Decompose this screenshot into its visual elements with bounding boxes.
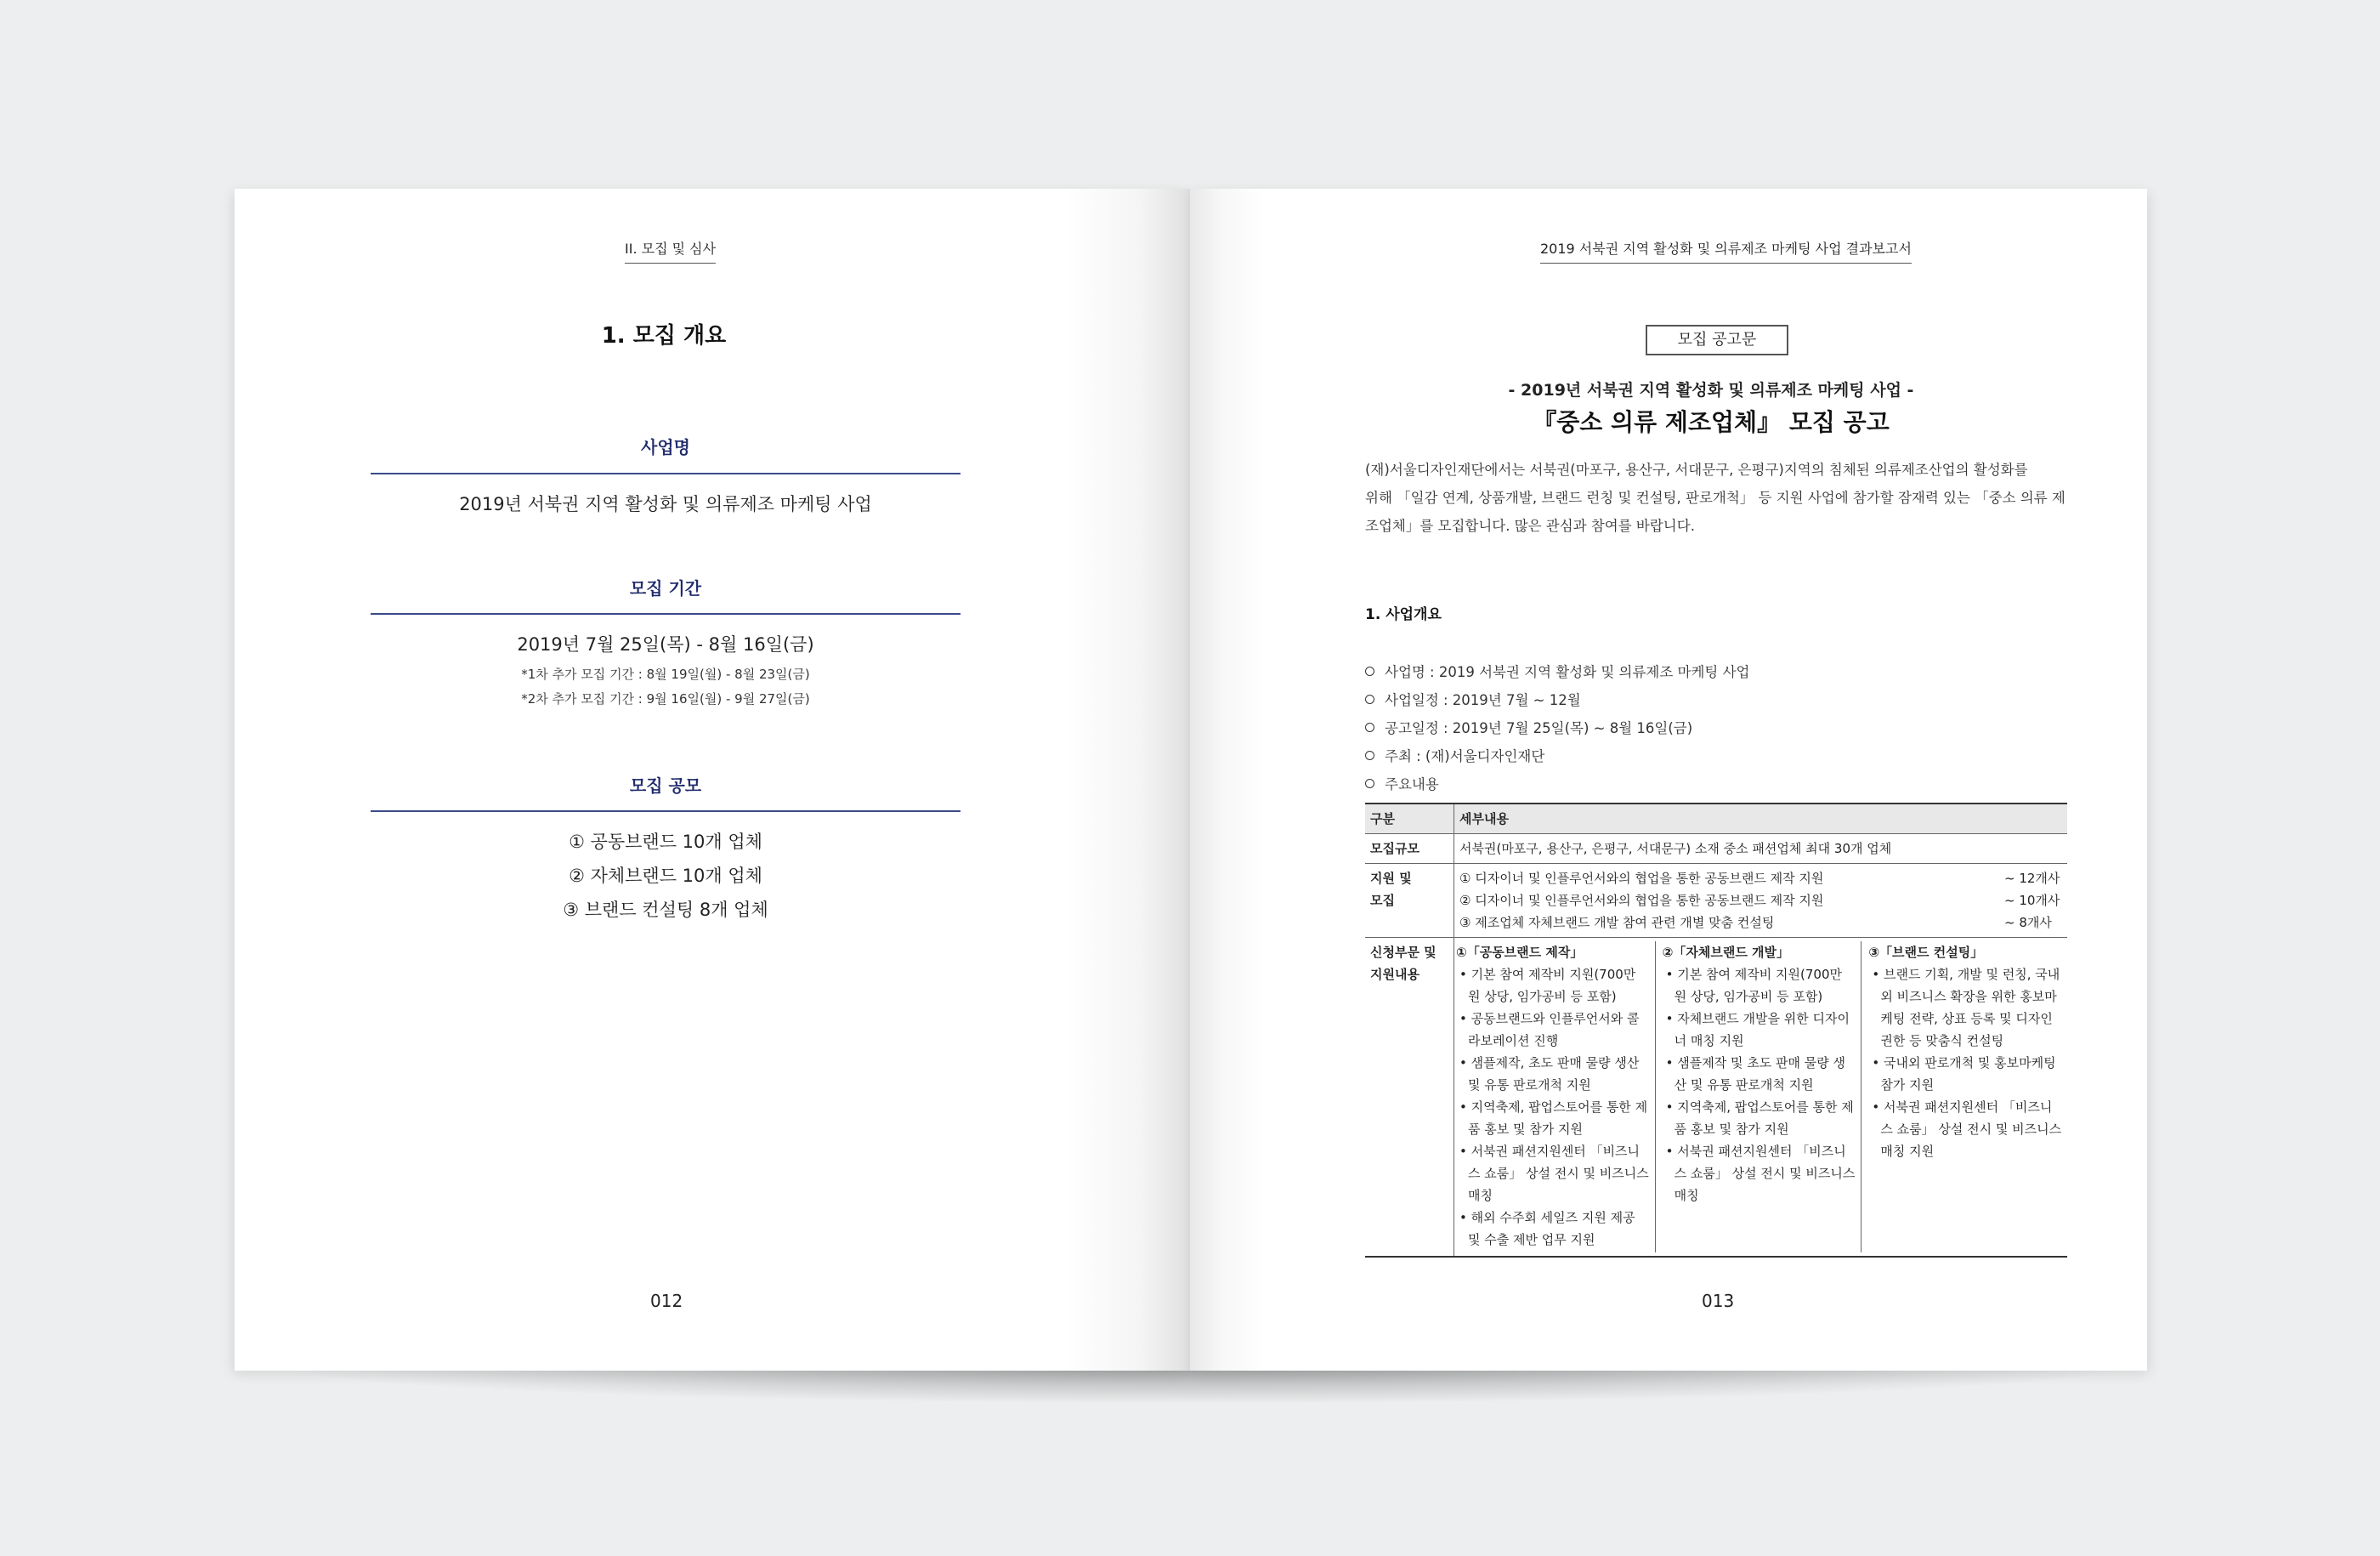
- left-page-title: 1. 모집 개요: [601, 323, 727, 349]
- intro-line: 위해 「일감 연계, 상품개발, 브랜드 런칭 및 컨설팅, 판로개척」 등 지원 사업에 참가할 잠재력 있는 「중소 의류 제: [1365, 490, 2066, 506]
- table-header-cell: 구분: [1365, 804, 1454, 834]
- apply-column-joint-brand: ①「공동브랜드 제작」 • 기본 참여 제작비 지원(700만 원 상당, 임가공비 등 포함) • 공동브랜드와 인플루언서와 콜라보레이션 진행 • 샘플제작, 초도 판매 물량 생산 및 유통 판로개척 지원 • 지역축제, 팝업스토어를 통한 제품 홍보 및 참가 지원 • 서북권 패션지원센터 「비즈니스 쇼룸」 상설 전시 및 비즈니스 매칭 • 해외 수주회 세일즈 지원 제공 및 수출 제반 업무 지원: [1456, 945, 1649, 1247]
- table-key-cell: 지원 및 모집: [1365, 864, 1454, 938]
- list-item: 주요내용: [1365, 770, 1749, 798]
- table-cell: 서북권(마포구, 용산구, 은평구, 서대문구) 소재 중소 패션업체 최대 30개 업체: [1454, 834, 2068, 864]
- circle-bullet-icon: [1365, 667, 1374, 676]
- support-line: ③ 제조업체 자체브랜드 개발 참여 관련 개별 맞춤 컨설팅 ~ 8개사: [1459, 915, 2052, 930]
- list-item: 공고일정 : 2019년 7월 25일(목) ~ 8월 16일(금): [1365, 714, 1749, 742]
- table-key-cell: 신청부문 및 지원내용: [1365, 938, 1454, 1258]
- circle-bullet-icon: [1365, 751, 1374, 760]
- recruit-item: ② 자체브랜드 10개 업체: [569, 866, 762, 886]
- apply-columns: [1454, 941, 2067, 1252]
- page-number: 012: [650, 1291, 683, 1311]
- table-cell: [1454, 864, 2068, 938]
- left-page: [235, 189, 1190, 1371]
- table-row: [1365, 864, 2067, 938]
- apply-column-consulting: ③「브랜드 컨설팅」 • 브랜드 기획, 개발 및 런칭, 국내외 비즈니스 확장을 위한 홍보마케팅 전략, 상표 등록 및 디자인 권한 등 맞춤식 컨설팅 • 국내외 판로개척 및 홍보마케팅 참가 지원 • 서북권 패션지원센터 「비즈니스 쇼룸」 상설 전시 및 비즈니스 매칭 지원: [1861, 941, 2067, 1252]
- table-row: [1365, 834, 2067, 864]
- page-number: 013: [1702, 1291, 1735, 1311]
- left-running-header: II. 모집 및 심사: [625, 238, 716, 264]
- section-divider: [371, 473, 960, 474]
- period-note: *2차 추가 모집 기간 : 9월 16일(월) - 9월 27일(금): [521, 691, 810, 707]
- intro-line: (재)서울디자인재단에서는 서북권(마포구, 용산구, 서대문구, 은평구)지역의 침체된 의류제조산업의 활성화를: [1365, 462, 2028, 478]
- overview-list: [1365, 658, 1749, 798]
- period-text: 2019년 7월 25일(목) - 8월 16일(금): [517, 634, 814, 655]
- right-page-fold-shading: [1190, 189, 1266, 1371]
- table-key-cell: 모집규모: [1365, 834, 1454, 864]
- details-table: [1365, 803, 2067, 1258]
- recruit-item: ① 공동브랜드 10개 업체: [569, 832, 762, 852]
- table-row: [1365, 938, 2067, 1258]
- section-title: 1. 사업개요: [1365, 606, 1442, 623]
- section-label-project-name: 사업명: [641, 437, 690, 457]
- list-item: 사업일정 : 2019년 7월 ~ 12월: [1365, 686, 1749, 714]
- list-item: 사업명 : 2019 서북권 지역 활성화 및 의류제조 마케팅 사업: [1365, 658, 1749, 686]
- circle-bullet-icon: [1365, 779, 1374, 788]
- apply-column-own-brand: ②「자체브랜드 개발」 • 기본 참여 제작비 지원(700만 원 상당, 임가공비 등 포함) • 자체브랜드 개발을 위한 디자이너 매칭 지원 • 샘플제작 및 초도 판매 물량 생산 및 유통 판로개척 지원 • 지역축제, 팝업스토어를 통한 제품 홍보 및 참가 지원 • 서북권 패션지원센터 「비즈니스 쇼룸」 상설 전시 및 비즈니스 매칭: [1655, 941, 1862, 1252]
- section-divider: [371, 613, 960, 615]
- project-name-text: 2019년 서북권 지역 활성화 및 의류제조 마케팅 사업: [459, 494, 872, 514]
- recruit-item: ③ 브랜드 컨설팅 8개 업체: [563, 900, 768, 920]
- section-divider: [371, 810, 960, 812]
- section-label-recruit: 모집 공모: [629, 775, 702, 796]
- table-cell: [1454, 938, 2068, 1258]
- notice-subtitle: - 2019년 서북권 지역 활성화 및 의류제조 마케팅 사업 -: [1508, 381, 1914, 400]
- notice-title: 『중소 의류 제조업체』 모집 공고: [1533, 408, 1890, 436]
- circle-bullet-icon: [1365, 695, 1374, 704]
- right-page: [1190, 189, 2147, 1371]
- left-page-fold-shading: [1062, 189, 1190, 1371]
- table-header-row: [1365, 804, 2067, 834]
- right-running-header: 2019 서북권 지역 활성화 및 의류제조 마케팅 사업 결과보고서: [1540, 238, 1912, 264]
- section-label-period: 모집 기간: [629, 578, 702, 599]
- notice-label-box: 모집 공고문: [1646, 325, 1788, 355]
- table-header-cell: 세부내용: [1454, 804, 2068, 834]
- intro-line: 조업체」를 모집합니다. 많은 관심과 참여를 바랍니다.: [1365, 518, 1695, 534]
- support-line: ① 디자이너 및 인플루언서와의 협업을 통한 공동브랜드 제작 지원 ~ 12개사: [1459, 871, 2060, 886]
- period-note: *1차 추가 모집 기간 : 8월 19일(월) - 8월 23일(금): [521, 667, 810, 682]
- support-line: ② 디자이너 및 인플루언서와의 협업을 통한 공동브랜드 제작 지원 ~ 10개사: [1459, 893, 2060, 908]
- list-item: 주최 : (재)서울디자인재단: [1365, 742, 1749, 770]
- circle-bullet-icon: [1365, 723, 1374, 732]
- intro-paragraph: [1365, 456, 2067, 540]
